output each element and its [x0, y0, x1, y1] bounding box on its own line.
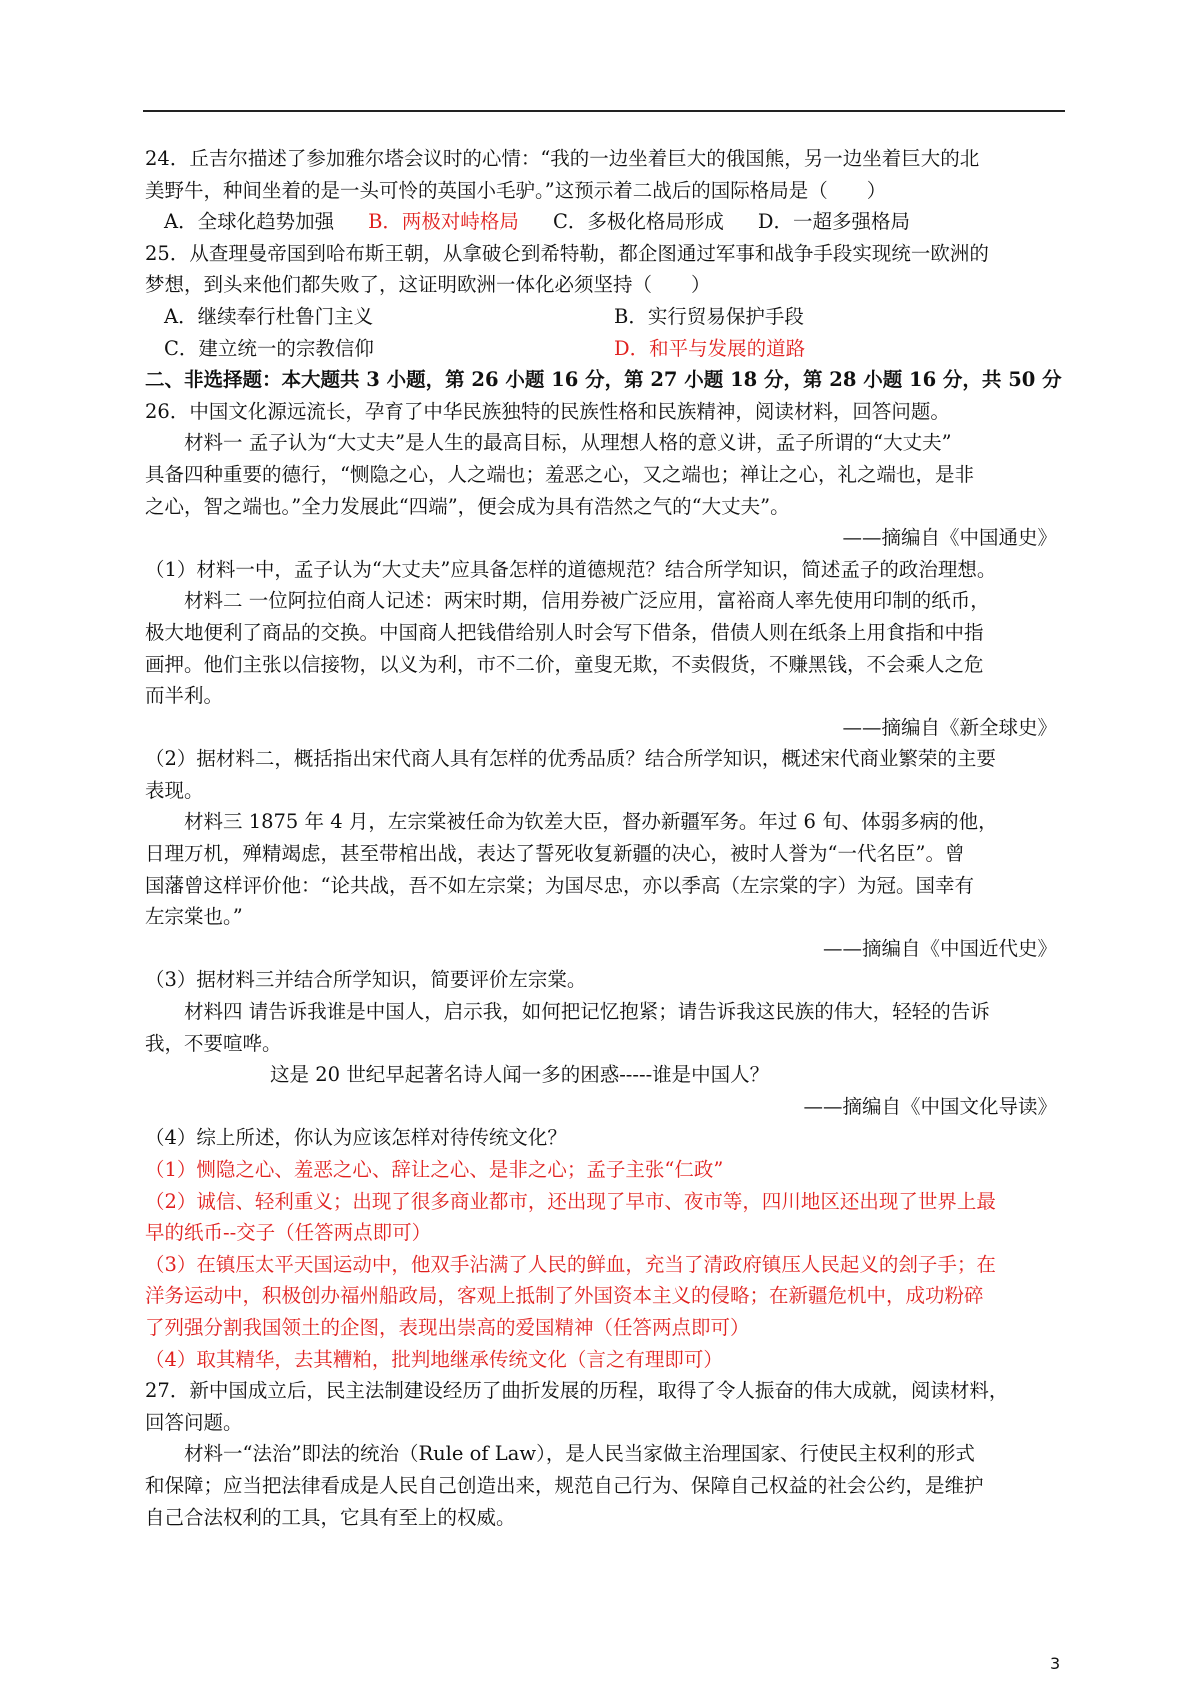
q26-answer1: （1）恻隐之心、羞恶之心、辞让之心、是非之心；孟子主张“仁政” [145, 1158, 724, 1181]
q26-material3-line4: 左宗棠也。” [145, 905, 243, 929]
q26-material4-citation: ——摘编自《中国文化导读》 [803, 1094, 1057, 1118]
q25-stem-line2: 梦想，到头来他们都失败了，这证明欧洲一体化必须坚持（ ） [145, 273, 711, 297]
q27-intro-line1: 27．新中国成立后，民主法制建设经历了曲折发展的历程，取得了令人振奋的伟大成就，阅读材料， [145, 1379, 1009, 1403]
q27-material1-line2: 和保障；应当把法律看成是人民自己创造出来，规范自己行为、保障自己权益的社会公约，是维护 [145, 1473, 984, 1497]
q26-material4-line3: 这是 20 世纪早起著名诗人闻一多的困惑-----谁是中国人？ [270, 1063, 770, 1087]
q26-answer2-line2: 早的纸币--交子（任答两点即可） [145, 1221, 432, 1245]
q26-subquestion2-line2: 表现。 [145, 778, 204, 802]
q26-material3-line3: 国藩曾这样评价他：“论共战，吾不如左宗棠；为国尽忠，亦以季高（左宗棠的字）为冠。国幸有 [145, 873, 974, 897]
q26-material2-line2: 极大地便利了商品的交换。中国商人把钱借给别人时会写下借条，借债人则在纸条上用食指和中指 [145, 620, 984, 644]
exam-page-content [145, 143, 1065, 1533]
q26-subquestion1: （1）材料一中，孟子认为“大丈夫”应具备怎样的道德规范？结合所学知识，简述孟子的政治理想。 [145, 557, 997, 581]
q26-answer2-line1: （2）诚信、轻利重义；出现了很多商业都市，还出现了早市、夜市等，四川地区还出现了世界上最 [145, 1189, 996, 1213]
q25-options-row1 [145, 301, 1065, 333]
q26-material1-citation: ——摘编自《中国通史》 [842, 526, 1057, 550]
q26-material3-line1: 材料三 1875 年 4 月，左宗棠被任命为钦差大臣，督办新疆军务。年过 6 旬、体弱多病的他， [184, 810, 998, 834]
q25-option-a: A．继续奉行杜鲁门主义 [164, 304, 374, 328]
q26-subquestion3: （3）据材料三并结合所学知识，简要评价左宗棠。 [145, 968, 587, 992]
q24-option-a: A．全球化趋势加强 [164, 210, 335, 234]
q26-material1-line2: 具备四种重要的德行，“恻隐之心，人之端也；羞恶之心，又之端也；禅让之心，礼之端也，是非 [145, 462, 974, 486]
q26-material3-citation: ——摘编自《中国近代史》 [822, 936, 1057, 960]
q24-option-d: D．一超多强格局 [757, 210, 910, 234]
q26-answer3-line2: 洋务运动中，积极创办福州船政局，客观上抵制了外国资本主义的侵略；在新疆危机中，成功粉碎 [145, 1284, 984, 1308]
q26-answer3-line1: （3）在镇压太平天国运动中，他双手沾满了人民的鲜血，充当了清政府镇压人民起义的刽子手；在 [145, 1252, 996, 1276]
q26-intro: 26．中国文化源远流长，孕育了中华民族独特的民族性格和民族精神，阅读材料，回答问题。 [145, 399, 950, 423]
q25-option-d-answer: D．和平与发展的道路 [614, 336, 806, 360]
q24-option-c: C．多极化格局形成 [552, 210, 724, 234]
q24-stem-line1: 24．丘吉尔描述了参加雅尔塔会议时的心情：“我的一边坐着巨大的俄国熊，另一边坐着巨大的北 [145, 147, 980, 170]
q26-answer4: （4）取其精华，去其糟粕，批判地继承传统文化（言之有理即可） [145, 1347, 723, 1371]
q27-intro-line2: 回答问题。 [145, 1410, 243, 1434]
q25-option-c: C．建立统一的宗教信仰 [164, 336, 374, 360]
q27-material1-line1: 材料一“法治”即法的统治（Rule of Law），是人民当家做主治理国家、行使民主权利的形式 [184, 1442, 975, 1466]
q26-material4-line1: 材料四 请告诉我谁是中国人，启示我，如何把记忆抱紧；请告诉我这民族的伟大，轻轻的告诉 [184, 1000, 990, 1024]
q26-material4-line2: 我，不要喧哗。 [145, 1031, 282, 1055]
q24-options [145, 206, 1065, 238]
q26-material1-line1: 材料一 孟子认为“大丈夫”是人生的最高目标，从理想人格的意义讲，孟子所谓的“大丈夫” [184, 431, 952, 455]
q26-material1-line3: 之心，智之端也。”全力发展此“四端”，便会成为具有浩然之气的“大丈夫”。 [145, 494, 790, 518]
q26-material2-line4: 而半利。 [145, 684, 224, 708]
q26-material2-line1: 材料二 一位阿拉伯商人记述：两宋时期，信用券被广泛应用，富裕商人率先使用印制的纸币， [184, 589, 990, 613]
q26-subquestion4: （4）综上所述，你认为应该怎样对待传统文化？ [145, 1126, 567, 1150]
q24-option-b-answer: B．两极对峙格局 [368, 210, 519, 234]
q25-options-row2 [145, 333, 1065, 365]
q27-material1-line3: 自己合法权利的工具，它具有至上的权威。 [145, 1505, 516, 1529]
q24-stem-line2: 美野牛，种间坐着的是一头可怜的英国小毛驴。”这预示着二战后的国际格局是（ ） [145, 178, 887, 202]
q26-material2-citation: ——摘编自《新全球史》 [842, 715, 1057, 739]
q26-material2-line3: 画押。他们主张以信接物，以义为利，市不二价，童叟无欺，不卖假货，不赚黑钱，不会乘人之危 [145, 652, 984, 676]
header-rule [143, 110, 1065, 112]
section2-header: 二、非选择题：本大题共 3 小题，第 26 小题 16 分，第 27 小题 18 分，第 28 小题 16 分，共 50 分 [145, 368, 1062, 392]
page-number: 3 [1050, 1654, 1061, 1673]
q26-material3-line2: 日理万机，殚精竭虑，甚至带棺出战，表达了誓死收复新疆的决心，被时人誉为“一代名臣”。曾 [145, 842, 965, 866]
q26-subquestion2-line1: （2）据材料二，概括指出宋代商人具有怎样的优秀品质？结合所学知识，概述宋代商业繁荣的主要 [145, 747, 996, 771]
q25-option-b: B．实行贸易保护手段 [614, 304, 804, 328]
q25-stem-line1: 25．从查理曼帝国到哈布斯王朝，从拿破仑到希特勒，都企图通过军事和战争手段实现统一欧洲的 [145, 241, 989, 265]
q26-answer3-line3: 了列强分割我国领土的企图，表现出崇高的爱国精神（任答两点即可） [145, 1315, 750, 1339]
